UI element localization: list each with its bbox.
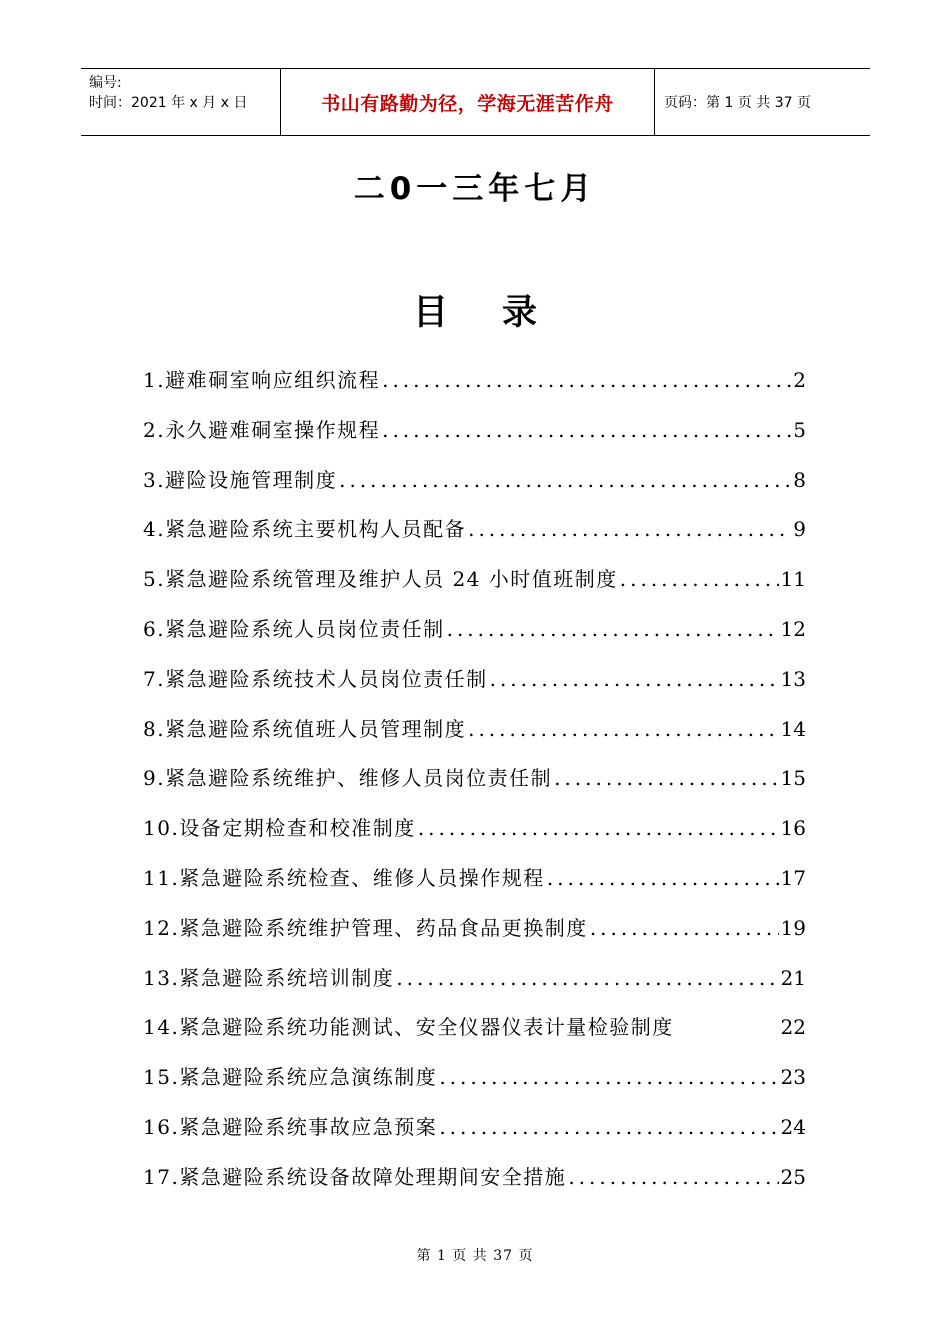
toc-entry[interactable]: [143, 962, 806, 1012]
toc-entry-label: 15.紧急避险系统应急演练制度: [143, 1065, 438, 1090]
header-page-info: 页码：第 1 页 共 37 页: [664, 95, 811, 111]
toc-entry-label: 11.紧急避险系统检查、维修人员操作规程: [143, 865, 545, 890]
toc-entry-label: 7.紧急避险系统技术人员岗位责任制: [143, 666, 488, 691]
toc-entry-label: 16.紧急避险系统事故应急预案: [143, 1114, 438, 1139]
toc-entry[interactable]: [143, 762, 806, 812]
toc-entry-label: 3.避险设施管理制度: [143, 467, 338, 492]
toc-entry[interactable]: [143, 663, 806, 713]
toc-entry-page: 21: [780, 965, 806, 990]
toc-entry-page: 23: [780, 1065, 806, 1090]
page-footer: 第 1 页 共 37 页: [416, 1248, 534, 1264]
time-label: 时间：2021 年 x 月 x 日: [89, 95, 248, 111]
toc-leader-dots: [339, 464, 791, 496]
toc-entry[interactable]: [143, 1161, 806, 1211]
header-motto-cell: [281, 69, 655, 135]
toc-entry-page: 24: [780, 1114, 806, 1139]
toc-entry-label: 8.紧急避险系统值班人员管理制度: [143, 716, 467, 741]
toc-entry[interactable]: [143, 364, 806, 414]
toc-entry-page: 12: [780, 616, 806, 641]
toc-entry-page: 13: [780, 666, 806, 691]
toc-entry-label: 5.紧急避险系统管理及维护人员 24 小时值班制度: [143, 567, 618, 592]
toc-entry-page: 15: [780, 766, 806, 791]
serial-number-label: 编号:: [89, 75, 122, 91]
toc-leader-dots: [439, 1061, 778, 1093]
toc-entry-page: 11: [780, 567, 806, 592]
toc-leader-dots: [396, 962, 778, 994]
toc-entry[interactable]: [143, 862, 806, 912]
toc-leader-dots: [447, 613, 779, 645]
toc-entry-page: 16: [780, 816, 806, 841]
toc-title: 目录: [412, 293, 591, 333]
toc-entry-label: 4.紧急避险系统主要机构人员配备: [143, 517, 467, 542]
toc-entry-page: 17: [780, 865, 806, 890]
toc-entry[interactable]: [143, 713, 806, 763]
toc-entry-page: 19: [780, 915, 806, 940]
page-header: [81, 68, 870, 136]
toc-leader-dots: [382, 414, 791, 446]
toc-entry[interactable]: [143, 513, 806, 563]
date-title: 二0一三年七月: [353, 171, 597, 207]
toc-entry[interactable]: [143, 464, 806, 514]
toc-entry[interactable]: [143, 414, 806, 464]
toc-entry-page: 5: [793, 417, 806, 442]
header-motto: 书山有路勤为径，学海无涯苦作舟: [321, 92, 614, 115]
toc-entry-label: 10.设备定期检查和校准制度: [143, 816, 416, 841]
toc-entry-label: 2.永久避难硐室操作规程: [143, 417, 381, 442]
toc-entry-page: 14: [780, 716, 806, 741]
toc-entry-page: 25: [780, 1164, 806, 1189]
toc-entry-page: 8: [793, 467, 806, 492]
toc-entry-page: 2: [793, 368, 806, 392]
toc-leader-dots: [468, 713, 778, 745]
toc-entry[interactable]: [143, 1061, 806, 1111]
toc-entry-label: 13.紧急避险系统培训制度: [143, 965, 395, 990]
header-meta-cell: [81, 69, 281, 135]
toc-leader-dots: [547, 862, 779, 894]
header-page-cell: [655, 69, 870, 135]
table-of-contents: [143, 364, 806, 1211]
toc-entry-label: 14.紧急避险系统功能测试、安全仪器仪表计量检验制度: [143, 1015, 674, 1040]
toc-leader-dots: [418, 812, 779, 844]
toc-entry[interactable]: [143, 1011, 806, 1061]
toc-entry[interactable]: [143, 912, 806, 962]
toc-entry[interactable]: [143, 812, 806, 862]
toc-entry-label: 9.紧急避险系统维护、维修人员岗位责任制: [143, 766, 553, 791]
toc-entry-page: 9: [793, 517, 806, 542]
toc-entry-label: 17.紧急避险系统设备故障处理期间安全措施: [143, 1164, 567, 1189]
toc-leader-dots: [590, 912, 779, 944]
toc-leader-dots: [439, 1111, 778, 1143]
toc-entry[interactable]: [143, 613, 806, 663]
toc-leader-dots: [568, 1161, 778, 1193]
toc-leader-dots: [554, 762, 778, 794]
toc-leader-dots: [490, 663, 779, 695]
toc-leader-dots: [382, 364, 791, 396]
toc-entry[interactable]: [143, 563, 806, 613]
toc-leader-dots: [468, 513, 791, 545]
toc-entry-label: 1.避难硐室响应组织流程: [143, 368, 381, 392]
toc-entry-page: 22: [780, 1015, 806, 1040]
toc-leader-dots: [620, 563, 779, 595]
toc-entry-label: 12.紧急避险系统维护管理、药品食品更换制度: [143, 915, 588, 940]
toc-entry[interactable]: [143, 1111, 806, 1161]
toc-entry-label: 6.紧急避险系统人员岗位责任制: [143, 616, 445, 641]
